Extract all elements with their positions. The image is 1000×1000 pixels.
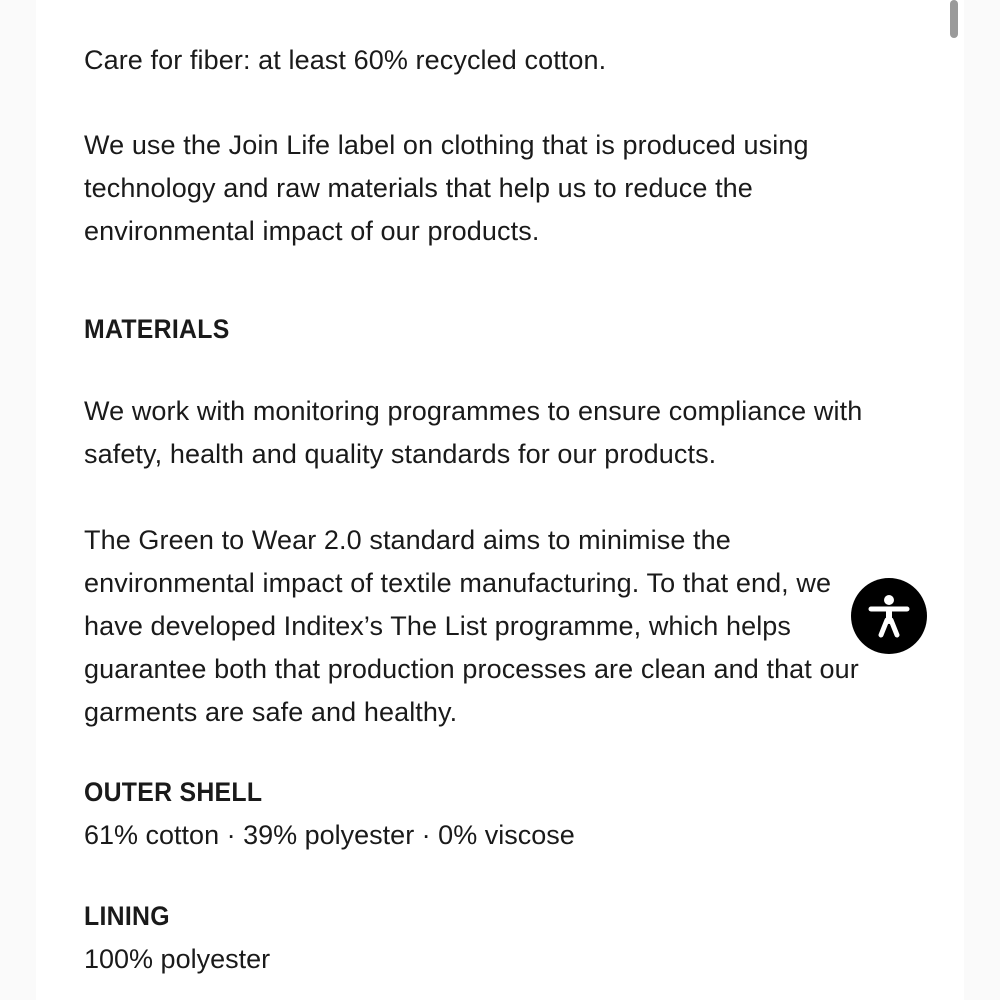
- monitoring-text: We work with monitoring programmes to ensure compliance with safety, health and quality standards for our products.: [84, 396, 863, 469]
- scrollbar-thumb[interactable]: [950, 0, 958, 38]
- lining-heading: LINING: [84, 901, 170, 931]
- lining-composition: 100% polyester: [84, 944, 271, 974]
- join-life-text: We use the Join Life label on clothing that is produced using technology and raw materials that help us to reduce the environmental impact of our products.: [84, 130, 809, 246]
- care-for-fiber-text: Care for fiber: at least 60% recycled cotton.: [84, 45, 607, 75]
- accessibility-button[interactable]: [851, 578, 927, 654]
- outer-shell-heading: OUTER SHELL: [84, 777, 263, 807]
- green-to-wear-text: The Green to Wear 2.0 standard aims to minimise the environmental impact of textile manufacturing. To that end, we have developed Inditex’s The List programme, which helps guarantee both that production processes are clean and that our garments are safe and healthy.: [84, 525, 859, 727]
- materials-heading: MATERIALS: [84, 314, 230, 344]
- accessibility-icon: [863, 590, 915, 642]
- outer-shell-composition: 61% cotton · 39% polyester · 0% viscose: [84, 820, 575, 850]
